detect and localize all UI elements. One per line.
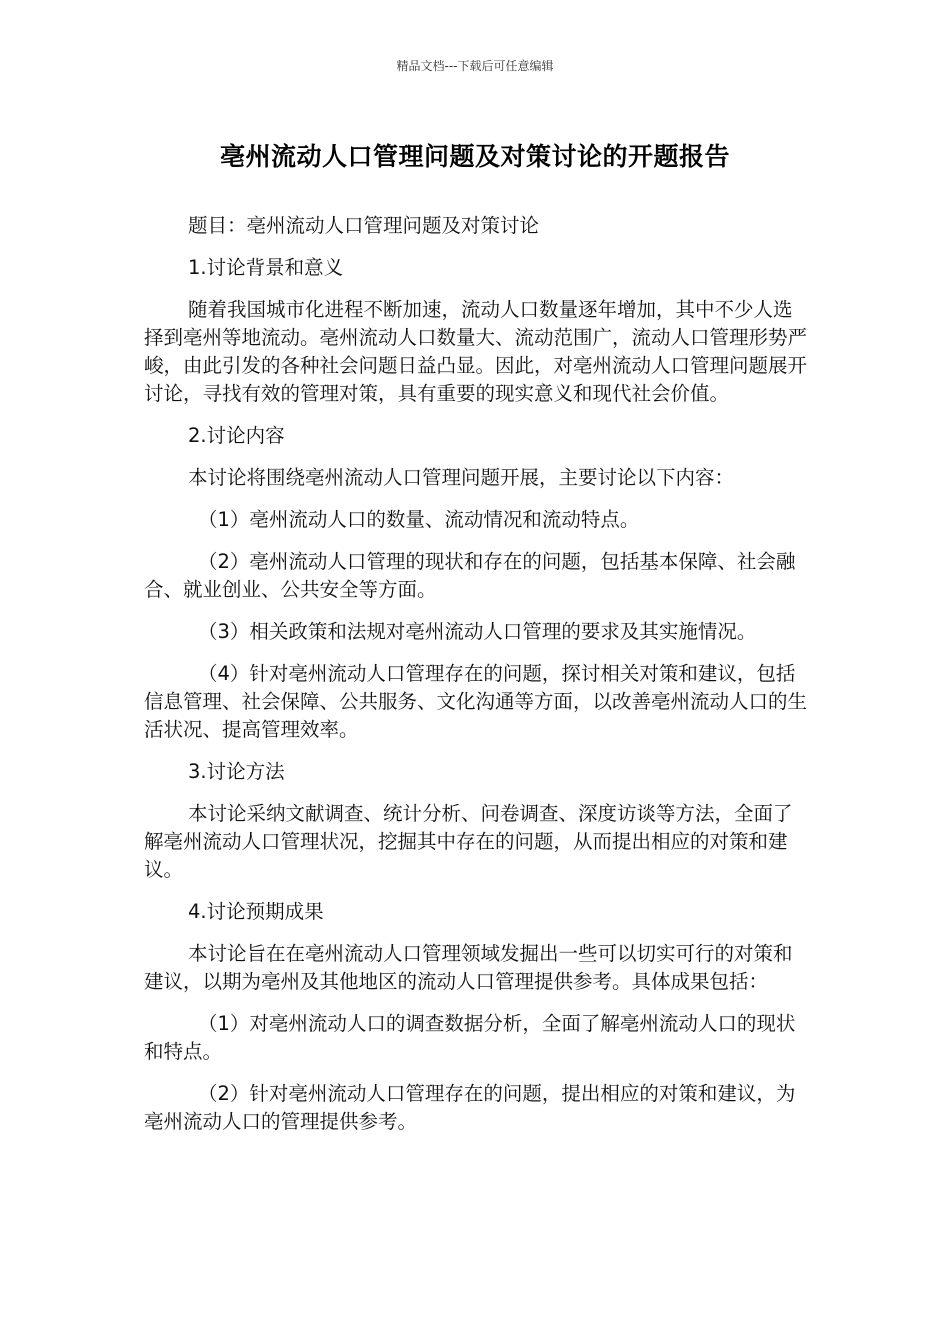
content-item-4: （4）针对亳州流动人口管理存在的问题，探讨相关对策和建议，包括信息管理、社会保障、公共服务、文化沟通等方面，以改善亳州流动人口的生活状况、提高管理效率。: [144, 662, 808, 741]
content-item-3: （3）相关政策和法规对亳州流动人口管理的要求及其实施情况。: [198, 620, 757, 643]
document-body: [144, 212, 808, 1150]
section-heading-content: 2.讨论内容: [188, 424, 285, 447]
content-item-2: （2）亳州流动人口管理的现状和存在的问题，包括基本保障、社会融合、就业创业、公共安全等方面。: [144, 550, 796, 601]
paragraph-content-intro: 本讨论将围绕亳州流动人口管理问题开展，主要讨论以下内容：: [188, 466, 735, 489]
page-header-note: 精品文档---下载后可任意编辑: [396, 59, 554, 73]
paragraph-outcomes-intro: 本讨论旨在在亳州流动人口管理领域发掘出一些可以切实可行的对策和建议，以期为亳州及其他地区的流动人口管理提供参考。具体成果包括：: [144, 942, 793, 993]
section-heading-background: 1.讨论背景和意义: [188, 256, 344, 279]
document-title: 亳州流动人口管理问题及对策讨论的开题报告: [219, 142, 730, 171]
outcome-item-2: （2）针对亳州流动人口管理存在的问题，提出相应的对策和建议，为亳州流动人口的管理提供参考。: [144, 1082, 796, 1133]
paragraph-method: 本讨论采纳文献调查、统计分析、问卷调查、深度访谈等方法，全面了解亳州流动人口管理状况，挖掘其中存在的问题，从而提出相应的对策和建议。: [144, 802, 793, 881]
paragraph-background: 随着我国城市化进程不断加速，流动人口数量逐年增加，其中不少人选择到亳州等地流动。亳州流动人口数量大、流动范围广，流动人口管理形势严峻，由此引发的各种社会问题日益凸显。因此，对亳州流动人口管理问题展开讨论，寻找有效的管理对策，具有重要的现实意义和现代社会价值。: [144, 298, 808, 405]
content-item-1: （1）亳州流动人口的数量、流动情况和流动特点。: [198, 508, 640, 531]
topic-line: 题目：亳州流动人口管理问题及对策讨论: [188, 214, 540, 237]
outcome-item-1: （1）对亳州流动人口的调查数据分析，全面了解亳州流动人口的现状和特点。: [144, 1012, 796, 1063]
section-heading-outcomes: 4.讨论预期成果: [188, 900, 324, 923]
section-heading-method: 3.讨论方法: [188, 760, 285, 783]
